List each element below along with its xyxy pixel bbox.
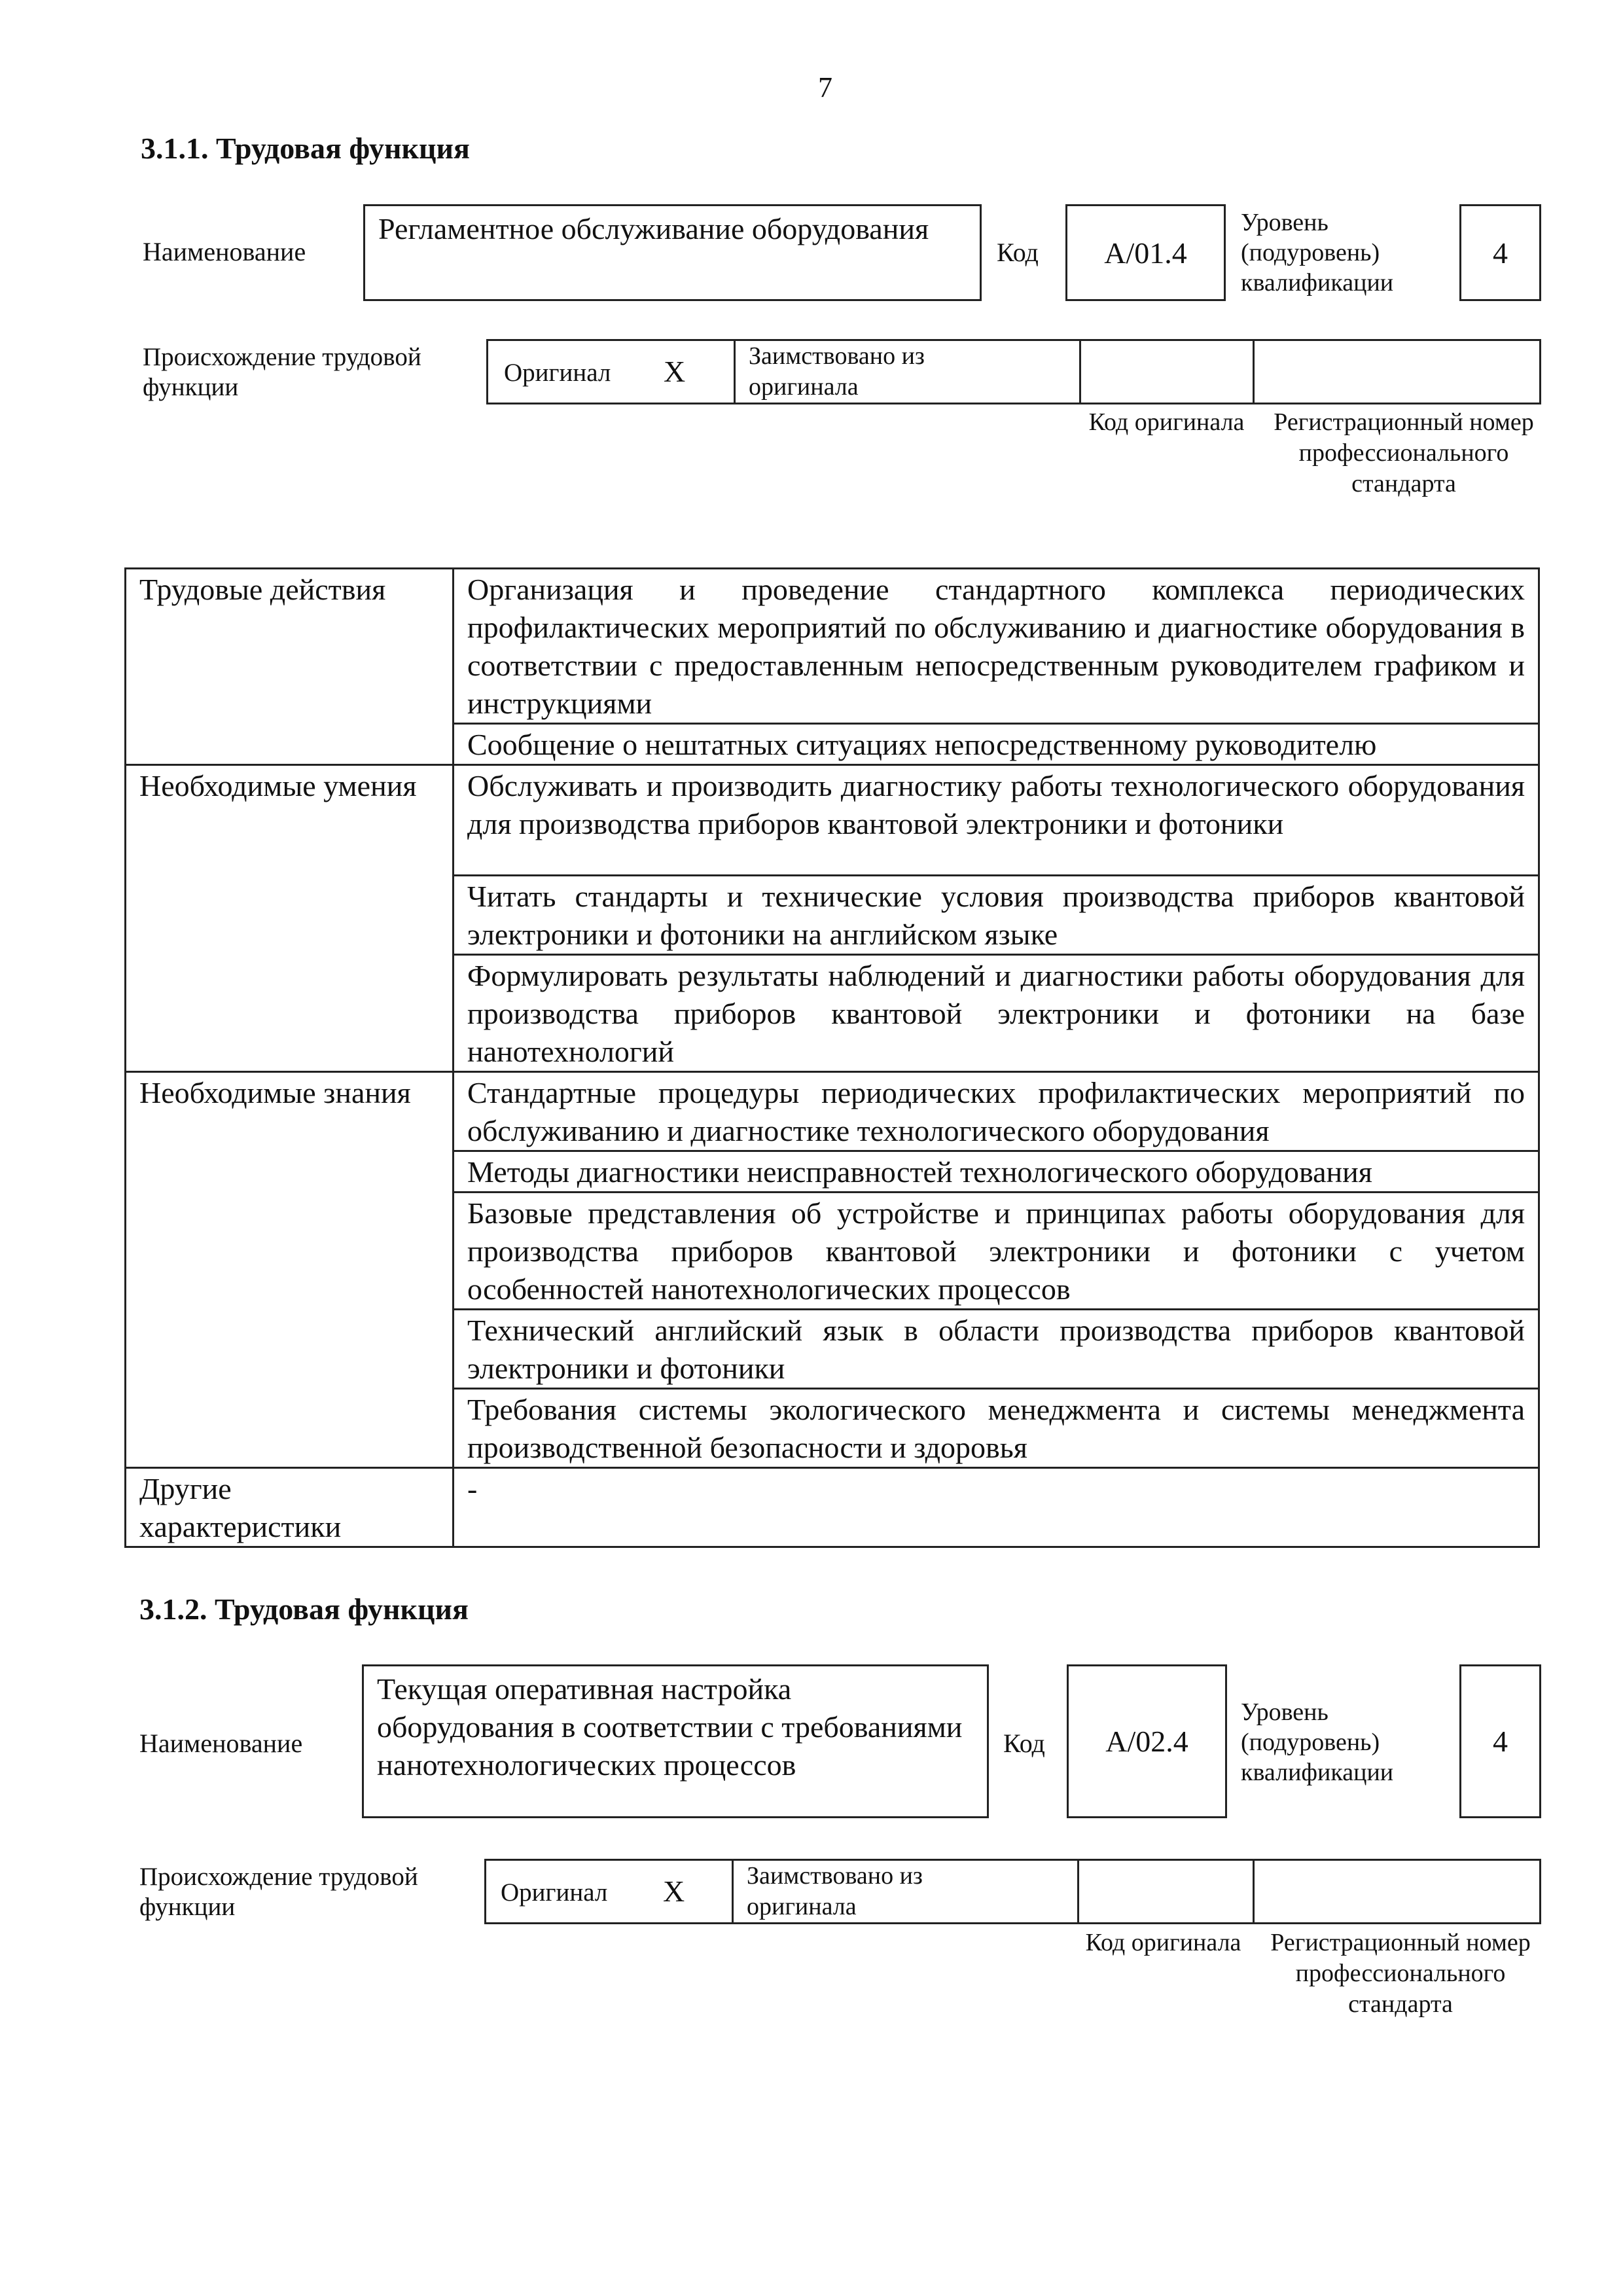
table-row bbox=[126, 569, 1539, 724]
table-row bbox=[126, 1468, 1539, 1547]
table-cell: Сообщение о нештатных ситуациях непосредственному руководителю bbox=[454, 724, 1539, 765]
row-header-skills: Необходимые умения bbox=[126, 765, 454, 1072]
code-original-label: Код оригинала bbox=[1085, 1929, 1241, 1956]
table-cell: Стандартные процедуры периодических профилактических мероприятий по обслуживанию и диагностике технологического оборудования bbox=[454, 1072, 1539, 1151]
code-original-cell bbox=[1081, 341, 1255, 403]
origin-label: Происхождение трудовой функции bbox=[143, 343, 421, 401]
row-header-other: Другие характеристики bbox=[126, 1468, 454, 1547]
code-original-label: Код оригинала bbox=[1088, 408, 1245, 436]
table-cell: - bbox=[454, 1468, 1539, 1547]
code-box bbox=[1067, 1664, 1227, 1818]
original-cell bbox=[486, 1861, 734, 1922]
level-box bbox=[1459, 204, 1541, 301]
level-box bbox=[1459, 1664, 1541, 1818]
table-cell: Обслуживать и производить диагностику работы технологического оборудования для производства приборов квантовой электроники и фотоники bbox=[454, 765, 1539, 876]
level-label: Уровень (подуровень) квалификации bbox=[1241, 1698, 1394, 1786]
level-value: 4 bbox=[1493, 236, 1508, 270]
origin-label: Происхождение трудовой функции bbox=[139, 1863, 418, 1921]
table-row bbox=[126, 765, 1539, 876]
code-label: Код bbox=[1003, 1729, 1045, 1758]
level-value: 4 bbox=[1493, 1725, 1508, 1758]
original-label: Оригинал bbox=[504, 359, 611, 387]
row-header-actions: Трудовые действия bbox=[126, 569, 454, 765]
borrowed-cell bbox=[736, 341, 1081, 403]
section-title-3-1-1: 3.1.1. Трудовая функция bbox=[141, 132, 470, 165]
borrowed-label: Заимствовано из оригинала bbox=[747, 1862, 923, 1920]
code-label: Код bbox=[997, 238, 1039, 267]
code-value: А/02.4 bbox=[1105, 1725, 1188, 1758]
table-cell: Требования системы экологического менеджмента и системы менеджмента производственной безопасности и здоровья bbox=[454, 1389, 1539, 1468]
table-row bbox=[126, 1072, 1539, 1151]
function-name: Текущая оперативная настройка оборудования в соответствии с требованиями нанотехнологических процессов bbox=[377, 1672, 963, 1782]
section-title-3-1-2: 3.1.2. Трудовая функция bbox=[139, 1592, 469, 1626]
table-cell: Формулировать результаты наблюдений и диагностики работы оборудования для производства приборов квантовой электроники и фотоники на базе нанотехнологий bbox=[454, 955, 1539, 1072]
function-name-box bbox=[363, 204, 982, 301]
table-cell: Базовые представления об устройстве и принципах работы оборудования для производства приборов квантовой электроники и фотоники с учетом особенностей нанотехнологических процессов bbox=[454, 1193, 1539, 1310]
original-cell bbox=[488, 341, 736, 403]
reg-number-label: Регистрационный номер профессионального стандарта bbox=[1274, 408, 1534, 497]
code-value: А/01.4 bbox=[1104, 236, 1187, 270]
table-cell: Читать стандарты и технические условия производства приборов квантовой электроники и фотоники на английском языке bbox=[454, 876, 1539, 955]
function-name: Регламентное обслуживание оборудования bbox=[378, 212, 929, 245]
code-box bbox=[1065, 204, 1226, 301]
original-label: Оригинал bbox=[501, 1878, 608, 1907]
level-label: Уровень (подуровень) квалификации bbox=[1241, 209, 1394, 296]
reg-number-label: Регистрационный номер профессионального стандарта bbox=[1270, 1929, 1531, 2018]
name-label: Наименование bbox=[139, 1729, 303, 1758]
name-label: Наименование bbox=[143, 237, 306, 266]
borrowed-label: Заимствовано из оригинала bbox=[749, 342, 925, 401]
reg-number-cell bbox=[1255, 1861, 1539, 1922]
labor-function-table bbox=[124, 567, 1540, 1548]
borrowed-cell bbox=[734, 1861, 1079, 1922]
original-mark: Х bbox=[663, 1874, 685, 1908]
page-number: 7 bbox=[818, 71, 832, 103]
reg-number-cell bbox=[1255, 341, 1539, 403]
table-cell: Технический английский язык в области производства приборов квантовой электроники и фотоники bbox=[454, 1310, 1539, 1389]
origin-row bbox=[484, 1859, 1541, 1924]
code-original-cell bbox=[1079, 1861, 1255, 1922]
original-mark: Х bbox=[664, 355, 686, 388]
origin-row bbox=[486, 339, 1541, 404]
row-header-knowledge: Необходимые знания bbox=[126, 1072, 454, 1468]
table-cell: Методы диагностики неисправностей технологического оборудования bbox=[454, 1151, 1539, 1193]
table-cell: Организация и проведение стандартного комплекса периодических профилактических мероприятий по обслуживанию и диагностике оборудования в соответствии с предоставленным непосредственным руководителем графиком и инструкциями bbox=[454, 569, 1539, 724]
function-name-box bbox=[362, 1664, 989, 1818]
